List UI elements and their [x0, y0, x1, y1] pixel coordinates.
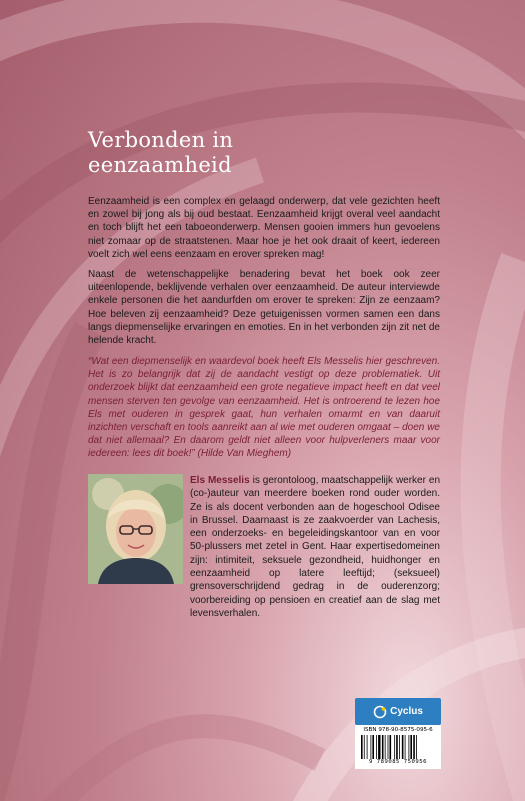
- barcode-bar: [364, 735, 365, 759]
- blurb-paragraph-1: Eenzaamheid is een complex en gelaagd onderwerp, dat vele gezichten heeft en zowel bij jong als bij oud bestaat. Eenzaamheid krijgt overal veel aandacht en toch blijft het een taboeonderwerp. Mensen gooien immers hun gevoelens niet zomaar op de straatstenen. Maar hoe je het ook draait of keert, iedereen voelt zich wel eens eenzaam en erover spreken mag!: [88, 196, 440, 260]
- author-photo: [88, 474, 183, 584]
- barcode-bar: [402, 735, 404, 759]
- barcode-bar: [390, 735, 392, 759]
- barcode-bar: [388, 735, 389, 759]
- book-title-line-2: eenzaamheid: [88, 153, 232, 177]
- barcode-bar: [409, 735, 410, 759]
- barcode-bar: [399, 735, 400, 759]
- barcode-bar: [410, 735, 412, 759]
- barcode-bar: [394, 735, 395, 759]
- barcode-bar: [413, 735, 415, 759]
- barcode-bar: [367, 735, 368, 759]
- publisher-name: Cyclus: [390, 706, 423, 717]
- barcode-bar: [378, 735, 380, 759]
- isbn-label: ISBN 978-90-8575-095-6: [363, 727, 433, 733]
- barcode-bar: [385, 735, 386, 759]
- book-title-line-1: Verbonden in: [88, 128, 234, 152]
- barcode-bar: [382, 735, 384, 759]
- blurb-paragraph-2: Naast de wetenschappelijke benadering bevat het boek ook zeer uiteenlopende, beklijvende verhalen over eenzaamheid. De auteur interviewde enkele personen die het aandurfden om erover te spreken: Zijn ze eenzaam? Hoe beleven zij eenzaamheid? Deze getuigenissen vormen samen een dans langs diepmenselijke ervaringen en emoties. En in het verbonden zijn zit net de helende kracht.: [88, 269, 440, 347]
- book-title: [88, 128, 388, 178]
- author-bio: [190, 474, 440, 620]
- barcode-bar: [405, 735, 406, 759]
- barcode-bar: [416, 735, 417, 759]
- barcode-number: 9 789085 750956: [368, 759, 428, 765]
- barcode-bar: [371, 735, 372, 759]
- cyclus-logo-icon: [373, 705, 387, 719]
- barcode-bar: [376, 735, 377, 759]
- author-bio-text: is gerontoloog, maatschappelijk werker en (co-)auteur van meerdere boeken rond ouder worden. Ze is als docent verbonden aan de hogeschool Odisee in Brussel. Daarnaast is ze zaakvoerder van Lachesis, een onderzoeks- en begeleidingskantoor van en voor 50-plussers met zetel in Gent. Haar expertisedomeinen zijn: intimiteit, seksuele gezondheid, huidhonger en eenzaamheid op latere leeftijd; (seksueel) grensoverschrijdend gedrag in de ouderenzorg; voorbereiding op pensioen en creatief aan de slag met levensverhalen.: [190, 475, 441, 619]
- author-name: Els Messelis: [190, 475, 250, 486]
- barcode-bar: [396, 735, 398, 759]
- publisher-logo: [355, 698, 441, 725]
- barcode: [355, 725, 441, 769]
- review-quote: “Wat een diepmenselijk en waardevol boek heeft Els Messelis hier geschreven. Het is zo belangrijk dat zij de aandacht vestigt op deze problematiek. Uit onderzoek blijkt dat eenzaamheid een grote negatieve impact heeft en dat veel mensen sterven ten gevolge van eenzaamheid. Het is ontroerend te lezen hoe Els met ouderen in gesprek gaat, hun verhalen omarmt en van daaruit inzichten verschaft en tools aanreikt aan al wie met ouderen omgaat – doen we dat niet allemaal? En daarom geldt niet alleen voor hulpverleners maar voor iedereen: lees dit boek!” (Hilde Van Mieghem): [88, 356, 440, 460]
- barcode-bar: [361, 735, 363, 759]
- barcode-bar: [372, 735, 374, 759]
- barcode-bars: [360, 735, 436, 759]
- author-portrait-image: [88, 474, 183, 584]
